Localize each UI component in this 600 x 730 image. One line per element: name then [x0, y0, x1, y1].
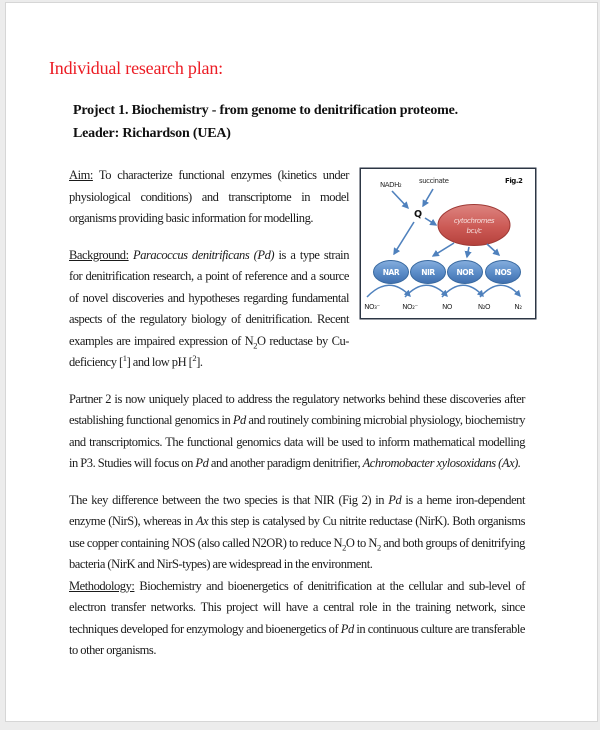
text-segment: Achromobacter xylosoxidans (Ax).	[362, 456, 521, 470]
text-segment: and both groups of denitrifying bacteria (NirK and NirS-types) are widespread in the environment.	[69, 535, 525, 571]
text-segment: Ax	[195, 514, 209, 528]
figure-number-label: Fig.2	[505, 177, 523, 185]
cytochromes-label-line2: bc₁/c	[466, 227, 482, 235]
document-body	[69, 165, 525, 662]
text-segment: this step is catalysed by Cu nitrite reductase (NirK). Both organisms use copper containing NOS (also called N2OR) to reduce N	[69, 514, 526, 550]
nir-label: NIR	[421, 268, 435, 277]
text-segment: and routinely combining microbial physiology, biochemistry and transcriptomics. The functional genomics data will be used to inform mathematical modelling in P3. Studies will focus on	[69, 413, 525, 470]
nadh-label: NADH₂	[380, 181, 402, 189]
text-segment: Pd	[388, 492, 402, 507]
text-segment: ].	[196, 355, 203, 369]
text-segment: O to N	[345, 535, 377, 550]
methodology-paragraph	[69, 576, 525, 662]
nor-label: NOR	[456, 268, 474, 277]
n2o-label: N₂O	[477, 303, 491, 311]
text-segment: and another paradigm denitrifier,	[208, 456, 363, 470]
text-segment: 2	[376, 542, 381, 552]
text-segment: Paracoccus denitrificans (Pd)	[133, 247, 275, 262]
text-segment: 2	[253, 340, 257, 350]
page-title: Individual research plan:	[49, 58, 223, 78]
text-segment: 2	[192, 352, 197, 363]
text-segment: Pd	[232, 413, 246, 427]
denitrification-pathway-diagram	[359, 167, 537, 320]
no-label: NO	[442, 303, 452, 311]
nar-label: NAR	[382, 268, 400, 277]
text-segment: Methodology:	[69, 578, 135, 593]
quinone-label: Q	[414, 209, 422, 220]
nos-label: NOS	[494, 268, 512, 277]
difference-paragraph	[69, 490, 525, 576]
project-leader: Leader: Richardson (UEA)	[73, 126, 231, 141]
text-segment: Partner 2 is now uniquely placed to address the regulatory networks behind these discoveries after establishing functional genomics in	[69, 391, 525, 427]
cytochromes-ellipse	[438, 205, 510, 246]
text-segment: Pd	[195, 456, 209, 470]
project-heading	[73, 99, 597, 145]
text-segment: in continuous culture are transferable to other organisms.	[69, 621, 525, 657]
text-segment: The key difference between the two species is that NIR (Fig 2) in	[69, 492, 389, 507]
text-segment: 1	[122, 352, 127, 363]
text-segment: is a type strain for denitrification research, a point of reference and a source of novel discoveries and hypotheses regarding fundamental aspects of the regulatory biology of denitrification. Recent examples are impaired expression of N	[69, 247, 349, 348]
cytochromes-label-line1: cytochromes	[453, 217, 495, 225]
text-segment: is a heme iron-dependent enzyme (NirS), whereas in	[69, 492, 526, 528]
figure-2	[359, 167, 537, 320]
text-segment: To characterize functional enzymes (kinetics under physiological conditions) and transcriptome in model organisms providing basic information for modelling.	[69, 168, 349, 225]
succinate-label: succinate	[419, 177, 449, 185]
project-title: Project 1. Biochemistry - from genome to denitrification proteome.	[73, 103, 458, 118]
partner-paragraph	[69, 389, 525, 475]
text-segment: Biochemistry and bioenergetics of denitrification at the cellular and sub-level of electron transfer networks. This project will have a central role in the training network, since techniques developed for enzymology and bioenergetics of	[69, 578, 525, 636]
text-segment: Background:	[69, 247, 129, 262]
n2-label: N₂	[514, 303, 522, 311]
document-page	[5, 2, 598, 722]
text-segment: 2	[342, 542, 346, 552]
no2-label: NO₂⁻	[402, 303, 418, 311]
text-segment: ] and low pH [	[126, 355, 193, 369]
text-segment: O reductase by Cu-deficiency [	[69, 333, 349, 369]
text-segment: Pd	[340, 621, 354, 636]
text-segment: Aim:	[69, 168, 93, 182]
no3-label: NO₃⁻	[364, 303, 380, 311]
figure-frame	[360, 168, 536, 319]
